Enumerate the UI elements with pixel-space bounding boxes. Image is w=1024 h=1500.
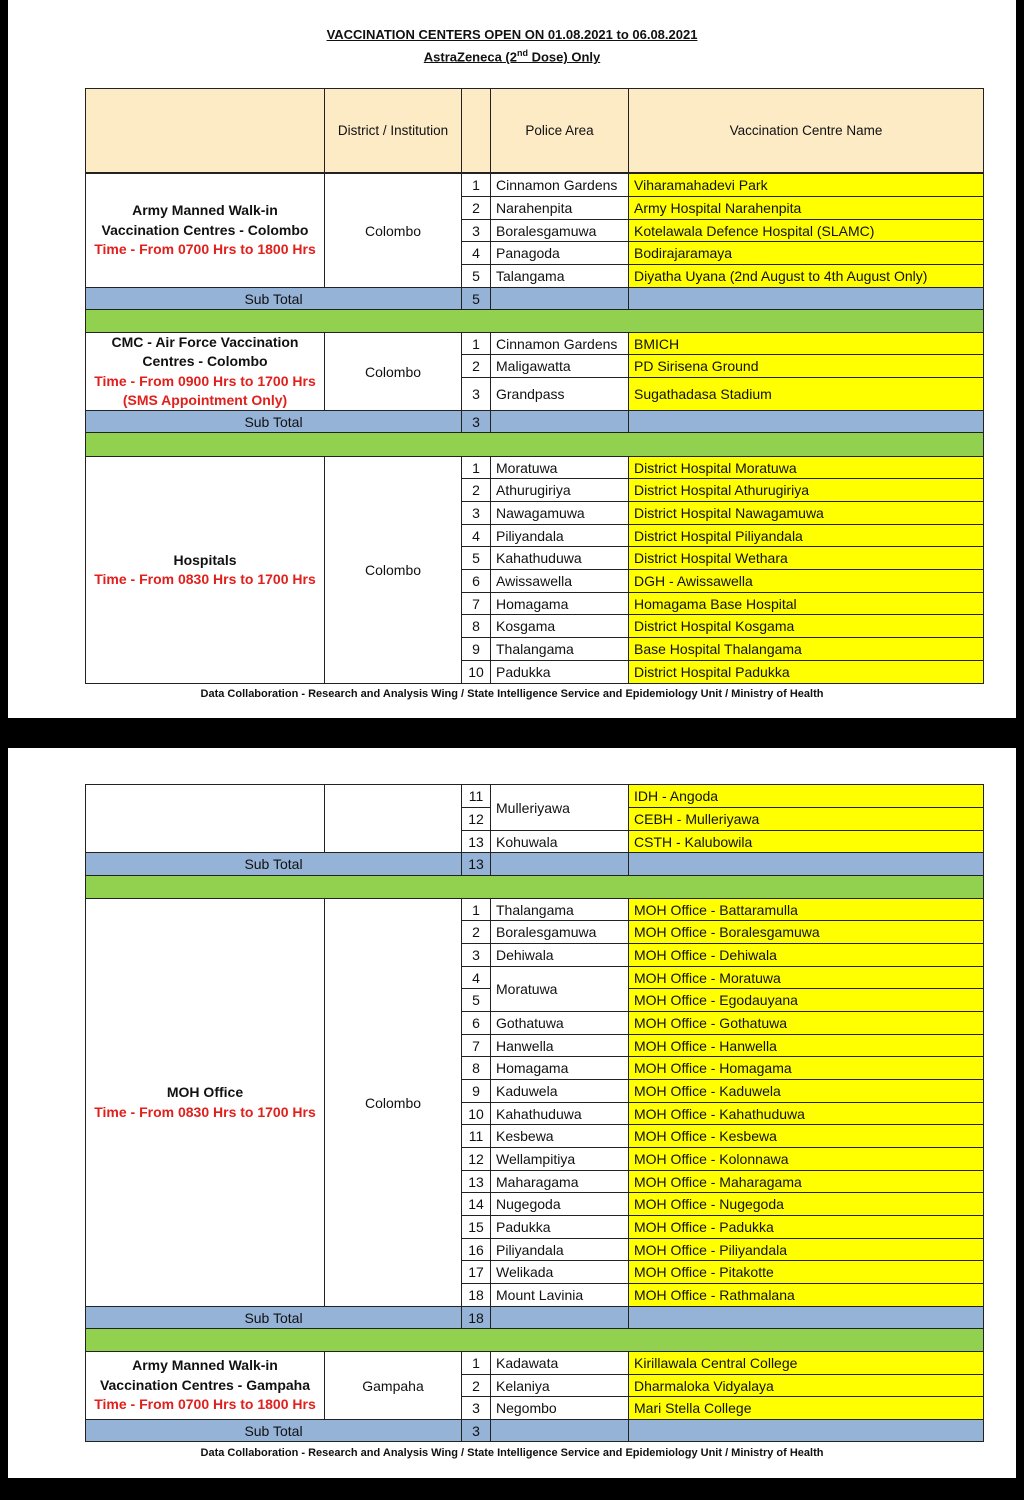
vaccination-centre-cell: Homagama Base Hospital: [628, 592, 984, 615]
sub-total-value: 13: [461, 852, 491, 876]
police-area-cell: Talangama: [490, 264, 629, 288]
row-number: 11: [461, 784, 491, 808]
sub-total-label: Sub Total: [85, 410, 462, 433]
district-cell: Colombo: [324, 456, 462, 684]
vaccination-centre-cell: District Hospital Athurugiriya: [628, 478, 984, 502]
police-area-cell: Dehiwala: [490, 943, 629, 967]
police-area-cell: Padukka: [490, 1215, 629, 1239]
group-time-line: (SMS Appointment Only): [122, 392, 288, 408]
sub-total-blank: [490, 1419, 629, 1442]
row-number: 1: [461, 332, 491, 355]
police-area-cell: Nawagamuwa: [490, 501, 629, 525]
vaccination-centre-cell: CEBH - Mulleriyawa: [628, 807, 984, 831]
group-name-line: MOH Office: [166, 1084, 244, 1100]
row-number: 7: [461, 1034, 491, 1057]
row-number: 2: [461, 1374, 491, 1397]
row-number: 1: [461, 456, 491, 479]
sub-total-blank: [628, 1306, 984, 1329]
sub-total-blank: [628, 1419, 984, 1442]
vaccination-centre-cell: Base Hospital Thalangama: [628, 637, 984, 661]
police-area-cell: Kahathuduwa: [490, 1102, 629, 1125]
police-area-cell: Thalangama: [490, 637, 629, 661]
sub-total-label: Sub Total: [85, 287, 462, 310]
vaccination-centre-cell: Viharamahadevi Park: [628, 173, 984, 197]
header-group-blank: [85, 88, 325, 173]
row-number: 12: [461, 1147, 491, 1171]
district-cell: Colombo: [324, 173, 462, 288]
vaccination-centre-cell: MOH Office - Maharagama: [628, 1170, 984, 1193]
vaccination-centre-cell: MOH Office - Kahathuduwa: [628, 1102, 984, 1125]
vaccination-centre-cell: District Hospital Nawagamuwa: [628, 501, 984, 525]
group-separator: [85, 1328, 984, 1352]
row-number: 6: [461, 1011, 491, 1035]
police-area-cell: Piliyandala: [490, 1238, 629, 1261]
district-cell: Gampaha: [324, 1351, 462, 1420]
police-area-cell: Kosgama: [490, 614, 629, 638]
police-area-cell: Boralesgamuwa: [490, 219, 629, 242]
group-name-cell: [85, 456, 325, 684]
police-area-cell: Wellampitiya: [490, 1147, 629, 1171]
police-area-cell: Nugegoda: [490, 1192, 629, 1216]
row-number: 5: [461, 264, 491, 288]
police-area-cell: Kelaniya: [490, 1374, 629, 1397]
row-number: 14: [461, 1192, 491, 1216]
vaccination-centre-cell: District Hospital Kosgama: [628, 614, 984, 638]
police-area-cell: Mulleriyawa: [490, 784, 629, 831]
group-separator: [85, 309, 984, 333]
row-number: 5: [461, 988, 491, 1012]
header-district: District / Institution: [324, 88, 462, 173]
row-number: 9: [461, 1079, 491, 1103]
document-subtitle: AstraZeneca (2nd Dose) Only: [423, 48, 601, 65]
police-area-cell: Cinnamon Gardens: [490, 332, 629, 355]
row-number: 15: [461, 1215, 491, 1239]
vaccination-centre-cell: MOH Office - Homagama: [628, 1056, 984, 1080]
sub-total-blank: [628, 287, 984, 310]
row-number: 7: [461, 592, 491, 615]
row-number: 3: [461, 219, 491, 242]
group-name-line: Vaccination Centres - Gampaha: [99, 1376, 311, 1393]
footer-page-1: Data Collaboration - Research and Analysis Wing / State Intelligence Service and Epidemiology Unit / Ministry of Health: [200, 688, 824, 700]
row-number: 3: [461, 377, 491, 411]
sub-total-blank: [490, 1306, 629, 1329]
group-time-line: Time - From 0900 Hrs to 1700 Hrs: [94, 372, 316, 389]
police-area-cell: Moratuwa: [490, 456, 629, 479]
group-name-cell: [85, 173, 325, 288]
vaccination-centre-cell: Kotelawala Defence Hospital (SLAMC): [628, 219, 984, 242]
police-area-cell: Hanwella: [490, 1034, 629, 1057]
vaccination-centre-cell: MOH Office - Piliyandala: [628, 1238, 984, 1261]
sub-total-blank: [490, 410, 629, 433]
vaccination-centre-cell: MOH Office - Nugegoda: [628, 1192, 984, 1216]
vaccination-centre-cell: DGH - Awissawella: [628, 569, 984, 593]
police-area-cell: Kadawata: [490, 1351, 629, 1375]
row-number: 12: [461, 807, 491, 831]
group-name-cell: [85, 1351, 325, 1420]
police-area-cell: Boralesgamuwa: [490, 920, 629, 944]
row-number: 13: [461, 1170, 491, 1193]
row-number: 2: [461, 920, 491, 944]
header-centre-name: Vaccination Centre Name: [628, 88, 984, 173]
vaccination-centre-cell: MOH Office - Kesbewa: [628, 1124, 984, 1148]
vaccination-centre-cell: MOH Office - Padukka: [628, 1215, 984, 1239]
police-area-cell: Narahenpita: [490, 196, 629, 220]
sub-total-label: Sub Total: [85, 1419, 462, 1442]
row-number: 13: [461, 830, 491, 853]
police-area-cell: Moratuwa: [490, 966, 629, 1012]
sub-total-value: 18: [461, 1306, 491, 1329]
vaccination-centre-cell: MOH Office - Hanwella: [628, 1034, 984, 1057]
sub-total-value: 5: [461, 287, 491, 310]
police-area-cell: Welikada: [490, 1260, 629, 1284]
sub-total-label: Sub Total: [85, 1306, 462, 1329]
vaccination-centre-cell: Army Hospital Narahenpita: [628, 196, 984, 220]
vaccination-centre-cell: PD Sirisena Ground: [628, 354, 984, 378]
row-number: 2: [461, 196, 491, 220]
police-area-cell: Kohuwala: [490, 830, 629, 853]
row-number: 9: [461, 637, 491, 661]
group-time-line: Time - From 0830 Hrs to 1700 Hrs: [94, 571, 316, 587]
vaccination-centre-cell: MOH Office - Moratuwa: [628, 966, 984, 989]
group-name-line: Hospitals: [173, 551, 237, 568]
police-area-cell: Mount Lavinia: [490, 1283, 629, 1307]
row-number: 8: [461, 614, 491, 638]
group-name-cell: [85, 332, 325, 411]
sub-total-blank: [628, 852, 984, 876]
police-area-cell: Kahathuduwa: [490, 546, 629, 570]
vaccination-centre-cell: District Hospital Wethara: [628, 546, 984, 570]
police-area-cell: Homagama: [490, 592, 629, 615]
police-area-cell: Kaduwela: [490, 1079, 629, 1103]
vaccination-centre-cell: MOH Office - Pitakotte: [628, 1260, 984, 1284]
police-area-cell: Padukka: [490, 660, 629, 684]
row-number: 3: [461, 1396, 491, 1420]
vaccination-centre-cell: MOH Office - Rathmalana: [628, 1283, 984, 1307]
footer-page-2: Data Collaboration - Research and Analysis Wing / State Intelligence Service and Epidemiology Unit / Ministry of Health: [200, 1447, 824, 1459]
police-area-cell: Cinnamon Gardens: [490, 173, 629, 197]
row-number: 4: [461, 524, 491, 547]
sub-total-blank: [490, 287, 629, 310]
group-time-line: Time - From 0830 Hrs to 1700 Hrs: [94, 1103, 316, 1120]
vaccination-centre-cell: Sugathadasa Stadium: [628, 377, 984, 411]
group-name-cell: [85, 898, 325, 1307]
sub-total-blank: [628, 410, 984, 433]
row-number: 1: [461, 173, 491, 197]
row-number: 18: [461, 1283, 491, 1307]
group-time-line: Time - From 0700 Hrs to 1800 Hrs: [94, 1396, 316, 1413]
vaccination-centre-cell: MOH Office - Gothatuwa: [628, 1011, 984, 1035]
group-name-line: Army Manned Walk-in: [132, 202, 278, 219]
vaccination-centre-cell: MOH Office - Kaduwela: [628, 1079, 984, 1103]
vaccination-centre-cell: Kirillawala Central College: [628, 1351, 984, 1375]
vaccination-centre-cell: MOH Office - Boralesgamuwa: [628, 920, 984, 944]
police-area-cell: Gothatuwa: [490, 1011, 629, 1035]
row-number: 11: [461, 1124, 491, 1148]
row-number: 17: [461, 1260, 491, 1284]
vaccination-centre-cell: Mari Stella College: [628, 1396, 984, 1420]
vaccination-centre-cell: BMICH: [628, 332, 984, 355]
row-number: 1: [461, 1351, 491, 1375]
police-area-cell: Thalangama: [490, 898, 629, 921]
header-number: [461, 88, 491, 173]
document-title: VACCINATION CENTERS OPEN ON 01.08.2021 to 06.08.2021: [326, 27, 698, 42]
vaccination-centre-cell: Diyatha Uyana (2nd August to 4th August Only): [628, 264, 984, 288]
vaccination-centre-cell: Bodirajaramaya: [628, 241, 984, 265]
vaccination-centre-cell: CSTH - Kalubowila: [628, 830, 984, 853]
police-area-cell: Awissawella: [490, 569, 629, 593]
group-time-line: Time - From 0700 Hrs to 1800 Hrs: [94, 241, 316, 258]
police-area-cell: Panagoda: [490, 241, 629, 265]
group-separator: [85, 432, 984, 457]
district-cell: Colombo: [324, 898, 462, 1307]
vaccination-centre-cell: IDH - Angoda: [628, 784, 984, 808]
row-number: 4: [461, 241, 491, 265]
row-number: 16: [461, 1238, 491, 1261]
sub-total-blank: [490, 852, 629, 876]
row-number: 10: [461, 1102, 491, 1125]
row-number: 2: [461, 478, 491, 502]
group-name-line: Army Manned Walk-in: [132, 1357, 278, 1374]
sub-total-value: 3: [461, 410, 491, 433]
group-name-line: CMC - Air Force Vaccination: [111, 333, 299, 350]
vaccination-centre-cell: MOH Office - Battaramulla: [628, 898, 984, 921]
vaccination-centre-cell: District Hospital Padukka: [628, 660, 984, 684]
row-number: 5: [461, 546, 491, 570]
sub-total-label: Sub Total: [85, 852, 462, 876]
police-area-cell: Negombo: [490, 1396, 629, 1420]
police-area-cell: Kesbewa: [490, 1124, 629, 1148]
vaccination-centre-cell: District Hospital Moratuwa: [628, 456, 984, 479]
sub-total-value: 3: [461, 1419, 491, 1442]
row-number: 3: [461, 943, 491, 967]
police-area-cell: Piliyandala: [490, 524, 629, 547]
district-cell: [324, 784, 462, 853]
police-area-cell: Grandpass: [490, 377, 629, 411]
row-number: 3: [461, 501, 491, 525]
police-area-cell: Maharagama: [490, 1170, 629, 1193]
group-name-cell: [85, 784, 325, 853]
row-number: 2: [461, 354, 491, 378]
police-area-cell: Athurugiriya: [490, 478, 629, 502]
group-name-line: Centres - Colombo: [142, 353, 268, 369]
district-cell: Colombo: [324, 332, 462, 411]
vaccination-centre-cell: MOH Office - Kolonnawa: [628, 1147, 984, 1171]
row-number: 4: [461, 966, 491, 989]
vaccination-centre-cell: Dharmaloka Vidyalaya: [628, 1374, 984, 1397]
police-area-cell: Maligawatta: [490, 354, 629, 378]
row-number: 6: [461, 569, 491, 593]
vaccination-centre-cell: MOH Office - Dehiwala: [628, 943, 984, 967]
vaccination-centre-cell: MOH Office - Egodauyana: [628, 988, 984, 1012]
row-number: 8: [461, 1056, 491, 1080]
header-police-area: Police Area: [490, 88, 629, 173]
group-separator: [85, 875, 984, 899]
row-number: 1: [461, 898, 491, 921]
police-area-cell: Homagama: [490, 1056, 629, 1080]
vaccination-centre-cell: District Hospital Piliyandala: [628, 524, 984, 547]
row-number: 10: [461, 660, 491, 684]
group-name-line: Vaccination Centres - Colombo: [101, 221, 309, 238]
